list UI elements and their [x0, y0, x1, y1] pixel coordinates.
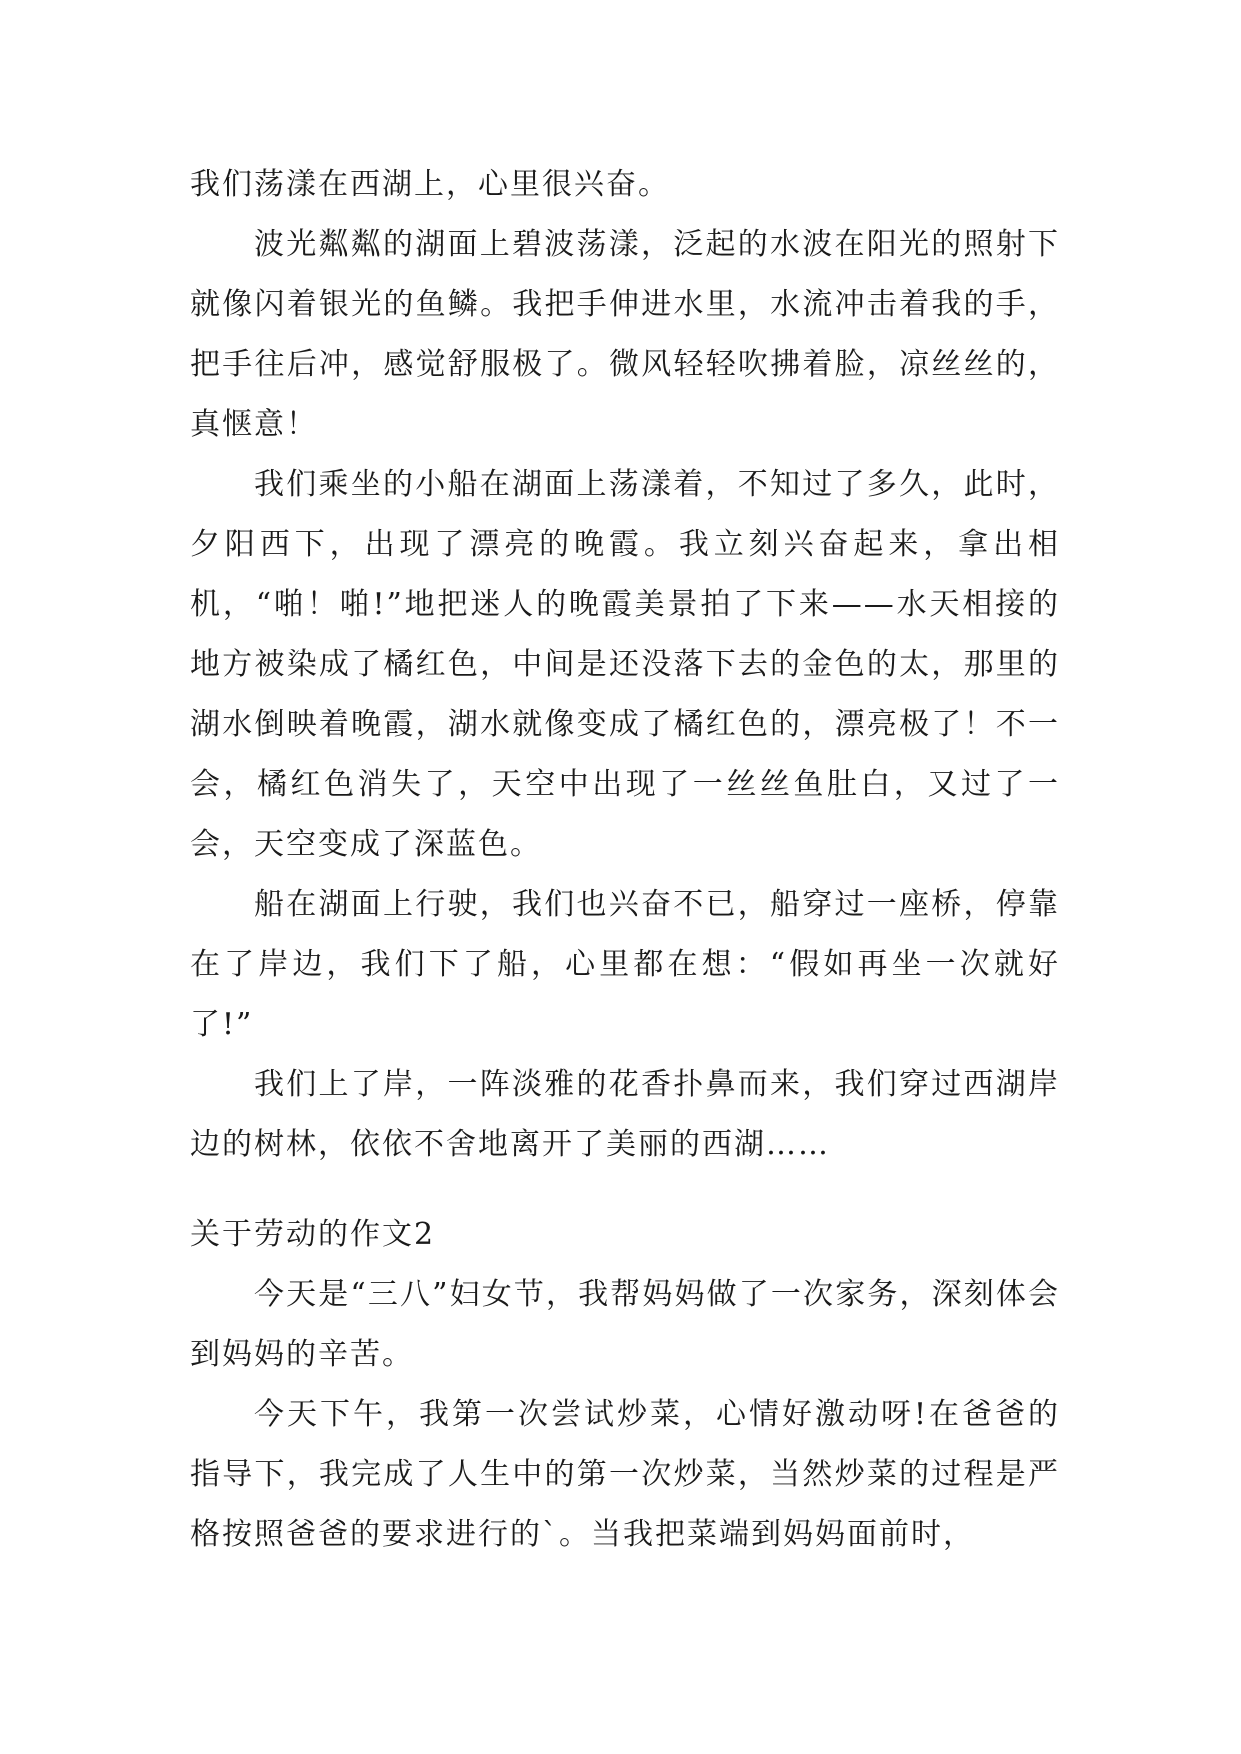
essay-1-section: [190, 155, 1060, 1175]
essay-2-title: 关于劳动的作文2: [190, 1217, 436, 1252]
essay-1-paragraph-4: 我们上了岸，一阵淡雅的花香扑鼻而来，我们穿过西湖岸边的树林，依依不舍地离开了美丽的西湖……: [190, 1067, 1060, 1162]
essay-2-paragraph-2: 今天下午，我第一次尝试炒菜，心情好激动呀!在爸爸的指导下，我完成了人生中的第一次炒菜，当然炒菜的过程是严格按照爸爸的要求进行的`。当我把菜端到妈妈面前时，: [190, 1397, 1060, 1552]
essay-1-continuation: 我们荡漾在西湖上，心里很兴奋。: [190, 167, 670, 202]
essay-1-paragraph-3: 船在湖面上行驶，我们也兴奋不已，船穿过一座桥，停靠在了岸边，我们下了船，心里都在想：“假如再坐一次就好了!”: [190, 887, 1060, 1042]
essay-2-section: [190, 1205, 1060, 1565]
essay-2-paragraph-1: 今天是“三八”妇女节，我帮妈妈做了一次家务，深刻体会到妈妈的辛苦。: [190, 1277, 1060, 1372]
essay-1-paragraph-1: 波光粼粼的湖面上碧波荡漾，泛起的水波在阳光的照射下就像闪着银光的鱼鳞。我把手伸进水里，水流冲击着我的手，把手往后冲，感觉舒服极了。微风轻轻吹拂着脸，凉丝丝的，真惬意！: [190, 227, 1060, 442]
essay-1-paragraph-2: 我们乘坐的小船在湖面上荡漾着，不知过了多久，此时，夕阳西下，出现了漂亮的晚霞。我立刻兴奋起来，拿出相机，“啪！啪!”地把迷人的晚霞美景拍了下来——水天相接的地方被染成了橘红色，中间是还没落下去的金色的太，那里的湖水倒映着晚霞，湖水就像变成了橘红色的，漂亮极了！不一会，橘红色消失了，天空中出现了一丝丝鱼肚白，又过了一会，天空变成了深蓝色。: [190, 467, 1060, 862]
